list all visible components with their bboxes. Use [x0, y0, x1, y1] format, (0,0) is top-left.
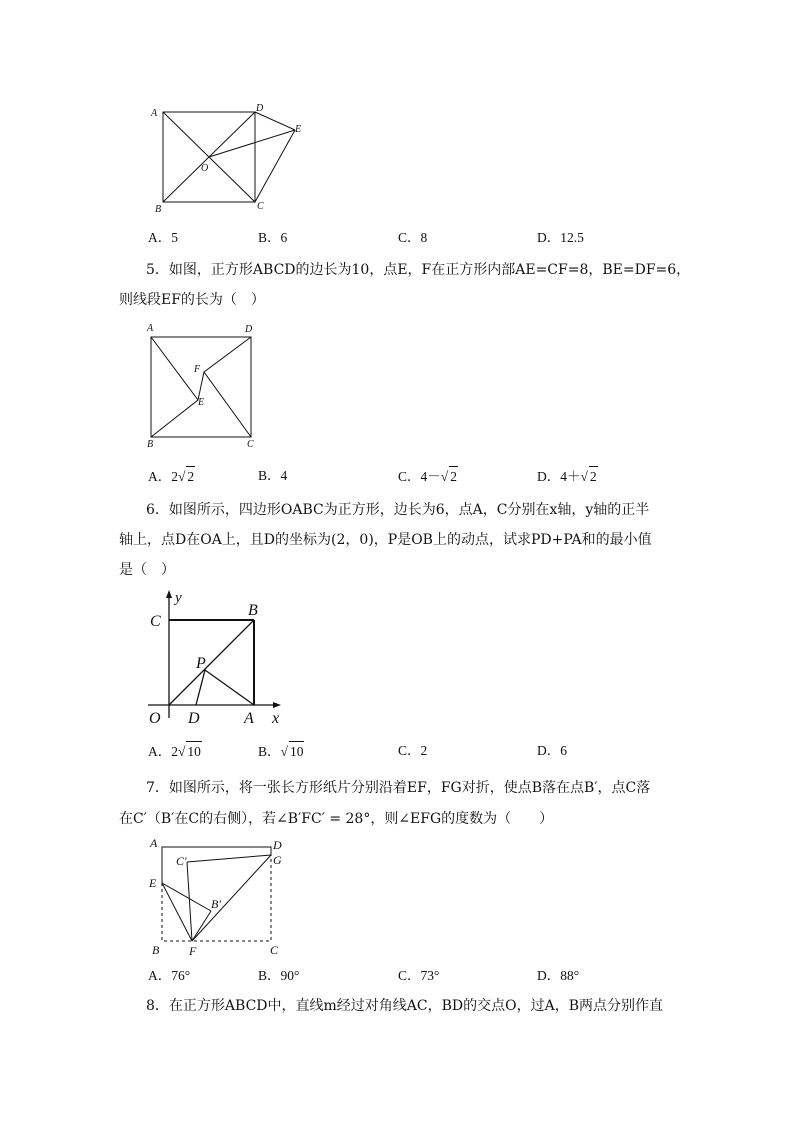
q5-option-a-prefix: A．2 [148, 469, 178, 484]
q7-option-a[interactable]: A．76° [148, 968, 191, 983]
q4-option-c[interactable]: C．8 [398, 230, 428, 245]
q6-diagonal-ob [169, 620, 254, 705]
q5-option-a[interactable] [148, 466, 195, 487]
q5-option-c-radicand: 2 [449, 466, 458, 487]
q7-text-line-1: 7．如图所示，将一张长方形纸片分别沿着EF，FG对折，使点B落在点B′，点C落 [146, 780, 651, 796]
q5-label-a: A [147, 323, 154, 334]
q6-label-o: O [149, 710, 161, 727]
q4-figure [145, 100, 315, 220]
q6-option-b[interactable] [258, 741, 304, 762]
q7-segment-c-prime-g [187, 855, 271, 862]
q8-text-line-1: 8．在正方形ABCD中，直线m经过对角线AC，BD的交点O，过A，B两点分别作直 [146, 998, 663, 1014]
q5-label-b: B [147, 439, 154, 450]
q6-label-a: A [244, 710, 254, 727]
q7-figure [145, 835, 295, 960]
q7-fold-fg [192, 855, 271, 941]
q4-label-o: O [201, 163, 209, 174]
q5-segments-df-cf [204, 337, 251, 437]
q6-label-p: P [196, 655, 206, 672]
q6-option-b-radicand: 10 [289, 741, 305, 762]
q4-label-d: D [256, 103, 264, 114]
q4-segment-de [255, 112, 295, 130]
q7-segment-fc-prime [187, 862, 192, 941]
q6-text-line-3: 是（ ） [119, 562, 175, 578]
q5-option-c-prefix: C．4－ [398, 469, 441, 484]
q4-label-e: E [295, 124, 302, 135]
q5-option-b[interactable]: B．4 [258, 468, 288, 483]
q5-label-d: D [245, 324, 253, 335]
q6-label-x: x [272, 710, 280, 727]
q6-option-c[interactable]: C．2 [398, 743, 428, 758]
q5-label-f: F [194, 364, 201, 375]
q5-label-c: C [247, 439, 254, 450]
q5-text-line-1: 5．如图，正方形ABCD的边长为10，点E，F在正方形内部AE=CF=8，BE=DF=6， [146, 262, 691, 278]
q6-figure [145, 588, 295, 728]
q6-text-line-1: 6．如图所示，四边形OABC为正方形，边长为6，点A，C分别在x轴，y轴的正半 [146, 502, 650, 518]
q4-label-c: C [257, 201, 264, 212]
q7-label-e: E [149, 876, 157, 890]
q7-label-c-prime: C′ [176, 854, 187, 868]
q7-option-d[interactable]: D．88° [537, 968, 580, 983]
q7-label-f: F [189, 944, 197, 958]
q6-label-d: D [188, 710, 200, 727]
q7-text-line-2: 在C′（B′在C的右侧），若∠B′FC′ = 28°，则∠EFG的度数为（ ） [119, 811, 554, 827]
q6-option-a-prefix: A．2 [148, 744, 178, 759]
q4-label-b: B [155, 204, 162, 215]
x-arrow-icon [273, 702, 281, 708]
y-arrow-icon [166, 590, 172, 598]
q6-option-a[interactable] [148, 741, 202, 762]
q5-label-e: E [198, 397, 205, 408]
q4-option-b[interactable]: B．6 [258, 230, 288, 245]
q5-option-d-prefix: D．4＋ [537, 469, 581, 484]
q7-option-c[interactable]: C．73° [398, 968, 440, 983]
q7-label-b: B [152, 943, 160, 957]
q6-label-y: y [175, 590, 182, 606]
q6-segment-pd [196, 670, 205, 705]
q7-label-b-prime: B′ [211, 897, 221, 911]
sqrt-icon: √ 10 [281, 741, 305, 762]
q5-figure [142, 320, 272, 450]
q6-label-b: B [248, 602, 258, 619]
q6-text-line-2: 轴上，点D在OA上，且D的坐标为(2，0)，P是OB上的动点，试求PD+PA和的最小值 [119, 532, 652, 548]
q7-label-g: G [273, 853, 282, 867]
q7-label-c: C [270, 943, 279, 957]
sqrt-icon: √ 2 [178, 466, 195, 487]
q6-segment-pa [205, 670, 254, 705]
sqrt-icon: √ 2 [581, 466, 598, 487]
q6-option-b-prefix: B． [258, 744, 281, 759]
q6-option-d[interactable]: D．6 [537, 743, 567, 758]
q5-option-c[interactable] [398, 466, 458, 487]
q7-option-b[interactable]: B．90° [258, 968, 300, 983]
sqrt-icon: √ 10 [178, 741, 202, 762]
q7-label-a: A [150, 836, 158, 850]
q5-option-a-radicand: 2 [186, 466, 195, 487]
q5-text-line-2: 则线段EF的长为（ ） [119, 292, 265, 308]
q5-segment-ef [198, 372, 204, 400]
q4-option-d[interactable]: D．12.5 [537, 230, 584, 245]
q7-segment-b-prime-f [192, 911, 211, 941]
q5-segments-ae-be [151, 337, 198, 437]
q4-option-a[interactable]: A．5 [148, 230, 178, 245]
q6-option-a-radicand: 10 [186, 741, 202, 762]
q5-option-d-radicand: 2 [589, 466, 598, 487]
q7-label-d: D [273, 838, 282, 852]
sqrt-icon: √ 2 [441, 466, 458, 487]
q4-label-a: A [151, 108, 158, 119]
q6-label-c: C [150, 613, 161, 630]
q5-option-d[interactable] [537, 466, 598, 487]
